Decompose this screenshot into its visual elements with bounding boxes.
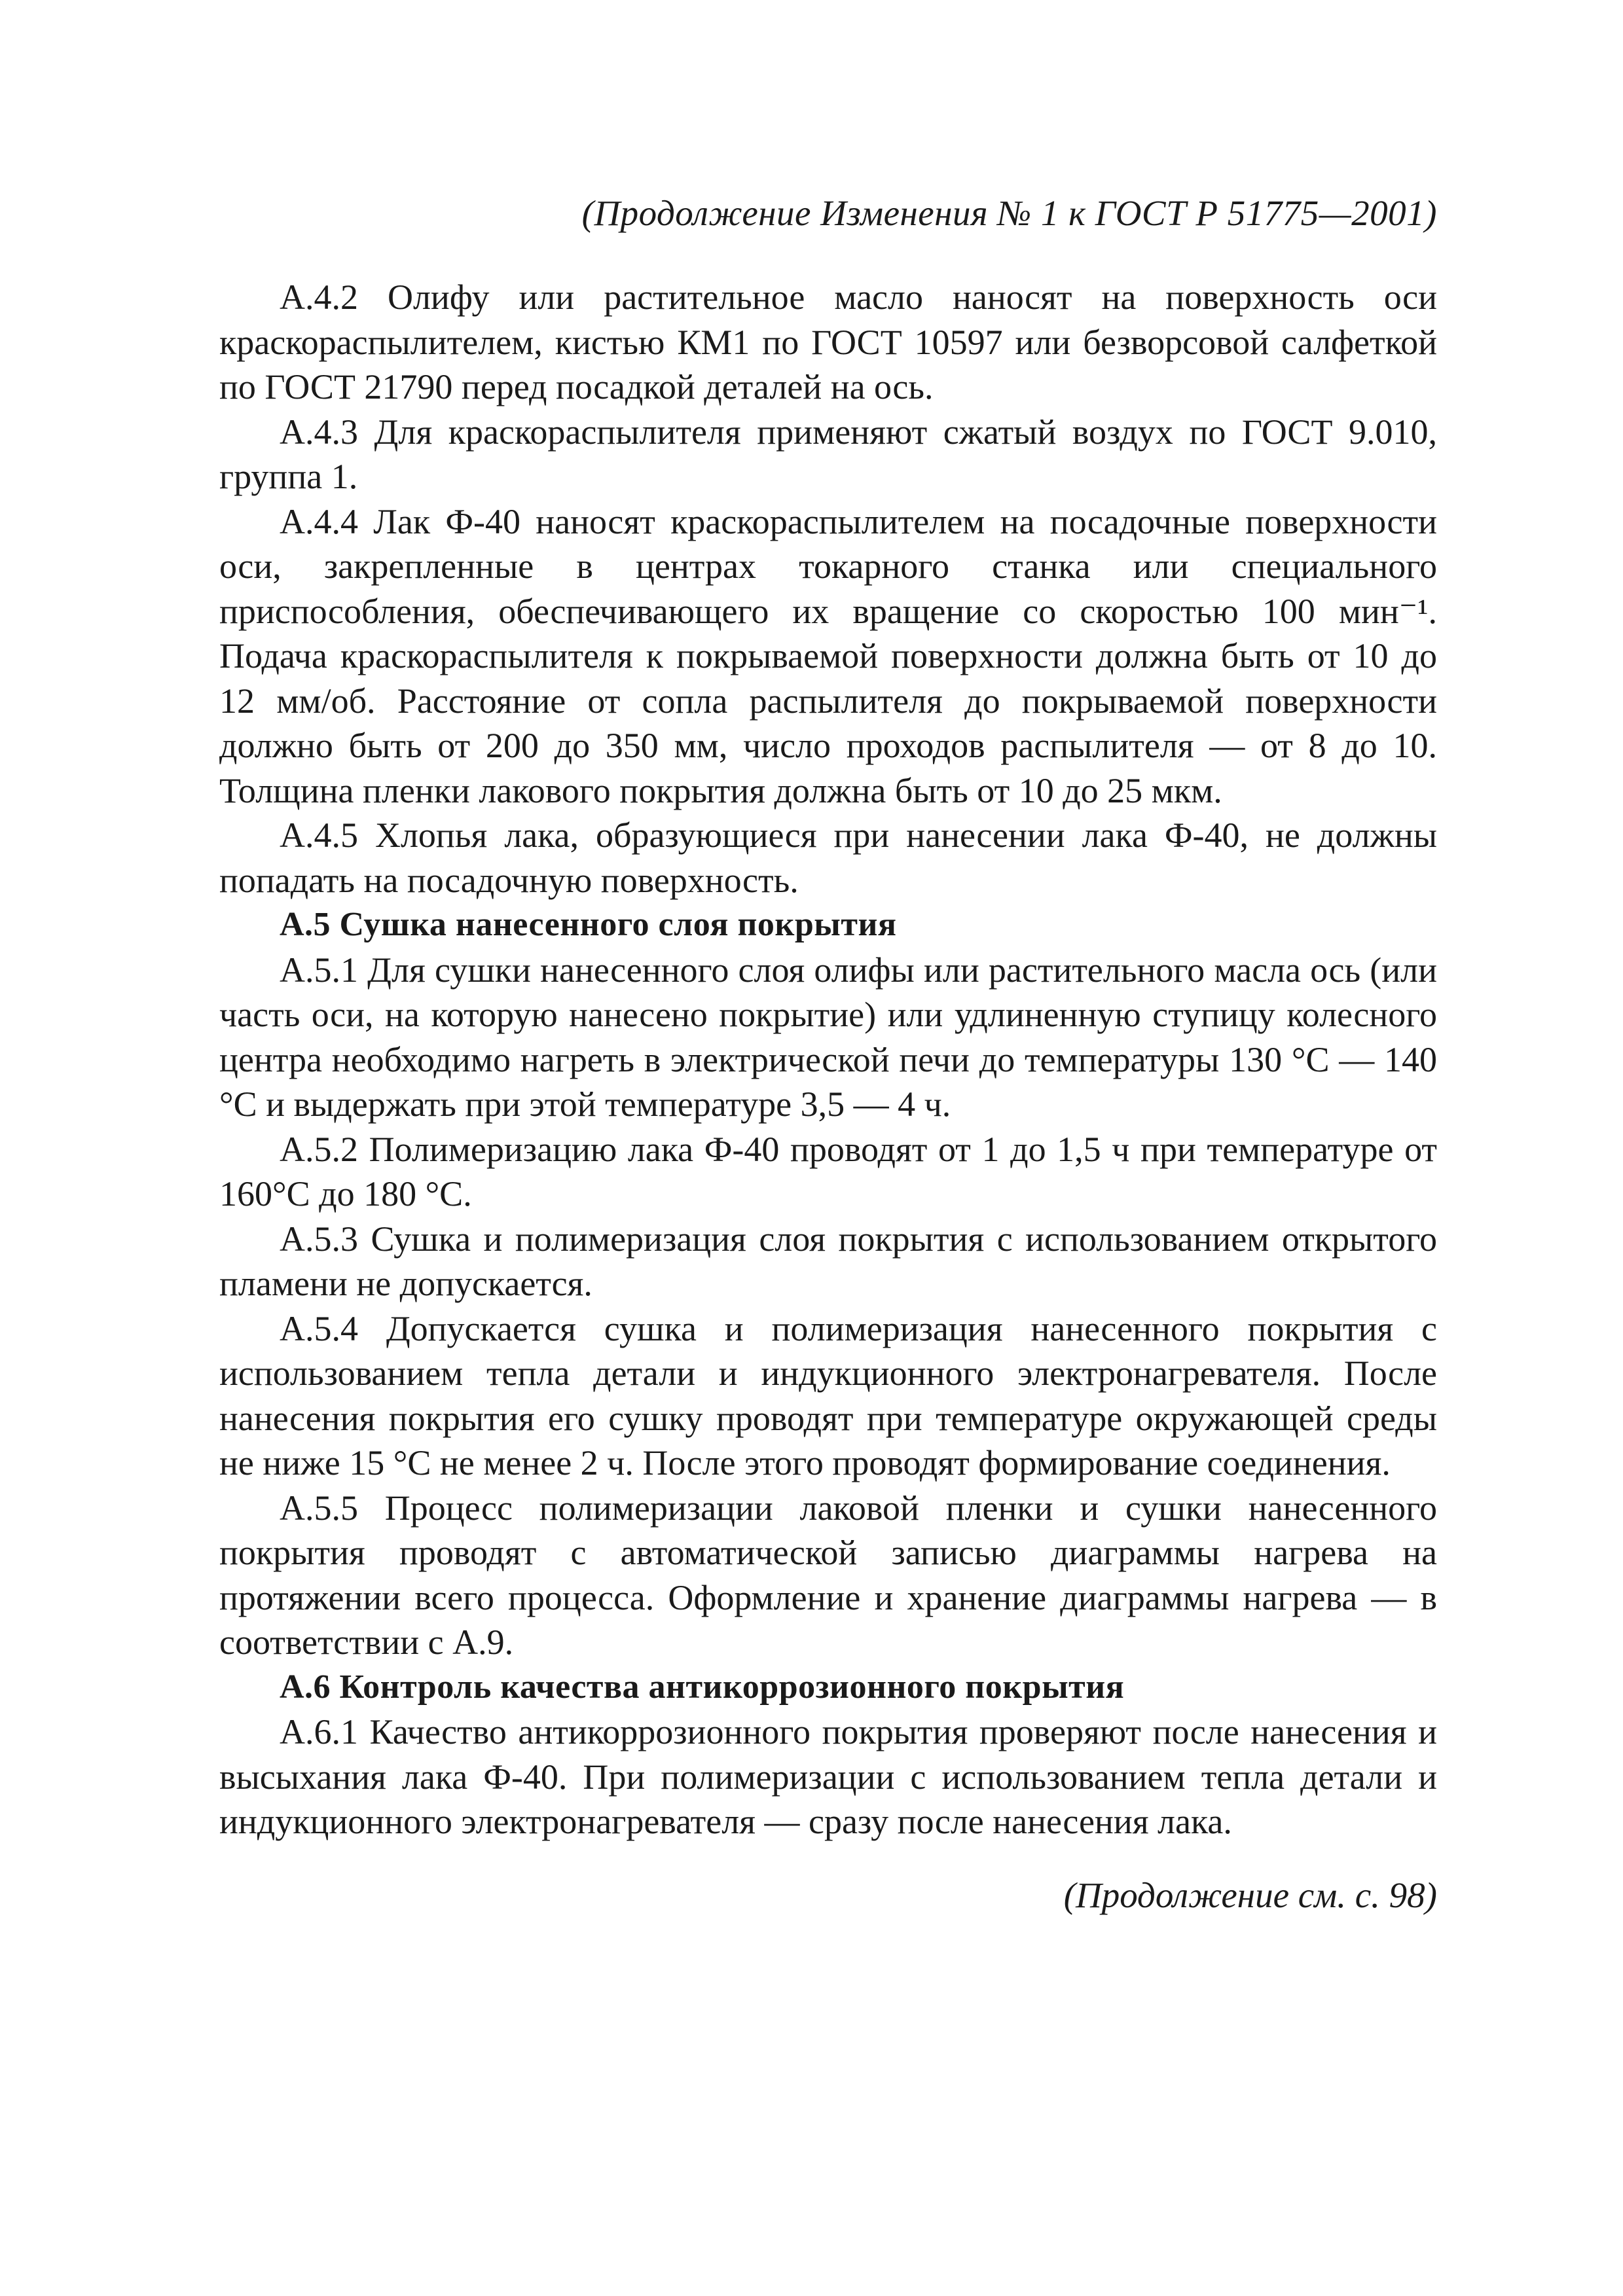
paragraph-a-5-1: А.5.1 Для сушки нанесенного слоя олифы или растительного масла ось (или часть оси, на которую нанесено покрытие) или удлиненную ступицу колесного центра необходимо нагреть в электрической печи до температуры 130 °С — 140 °С и выдержать при этой температуре 3,5 — 4 ч. [219, 950, 1437, 1124]
paragraph-a-4-4: А.4.4 Лак Ф-40 наносят краскораспылителем на посадочные поверхности оси, закрепленные в центрах токарного станка или специального приспособления, обеспечивающего их вращение со скоростью 100 мин⁻¹. Подача краскораспылителя к покрываемой поверхности должна быть от 10 до 12 мм/об. Расстояние от сопла распылителя до покрываемой поверхности должно быть от 200 до 350 мм, число проходов распылителя — от 8 до 10. Толщина пленки лакового покрытия должна быть от 10 до 25 мкм. [219, 501, 1437, 810]
paragraph-a-5-3: А.5.3 Сушка и полимеризация слоя покрытия с использованием открытого пламени не допускается. [219, 1219, 1437, 1303]
paragraph-a-4-5: А.4.5 Хлопья лака, образующиеся при нанесении лака Ф-40, не должны попадать на посадочную поверхность. [219, 816, 1437, 900]
paragraph-a-4-3: А.4.3 Для краскораспылителя применяют сжатый воздух по ГОСТ 9.010, группа 1. [219, 412, 1437, 496]
section-heading-a-6: А.6 Контроль качества антикоррозионного покрытия [280, 1668, 1125, 1706]
document-page [219, 190, 1437, 1919]
paragraph-a-4-2: А.4.2 Олифу или растительное масло наносят на поверхность оси краскораспылителем, кистью КМ1 по ГОСТ 10597 или безворсовой салфеткой по ГОСТ 21790 перед посадкой деталей на ось. [219, 278, 1437, 406]
page-header: (Продолжение Изменения № 1 к ГОСТ Р 51775—2001) [581, 193, 1437, 233]
document-body [219, 275, 1437, 1844]
paragraph-a-5-4: А.5.4 Допускается сушка и полимеризация нанесенного покрытия с использованием тепла детали и индукционного электронагревателя. После нанесения покрытия его сушку проводят при температуре окружающей среды не ниже 15 °С не менее 2 ч. После этого проводят формирование соединения. [219, 1308, 1437, 1482]
page-footer-continuation: (Продолжение см. с. 98) [1063, 1874, 1437, 1915]
paragraph-a-5-2: А.5.2 Полимеризацию лака Ф-40 проводят от 1 до 1,5 ч при температуре от 160°С до 180 °С. [219, 1129, 1437, 1213]
paragraph-a-5-5: А.5.5 Процесс полимеризации лаковой пленки и сушки нанесенного покрытия проводят с автоматической записью диаграммы нагрева на протяжении всего процесса. Оформление и хранение диаграммы нагрева — в соответствии с А.9. [219, 1488, 1437, 1662]
section-heading-a-5: А.5 Сушка нанесенного слоя покрытия [280, 906, 897, 943]
paragraph-a-6-1: А.6.1 Качество антикоррозионного покрытия проверяют после нанесения и высыхания лака Ф-40. При полимеризации с использованием тепла детали и индукционного электронагревателя — сразу после нанесения лака. [219, 1712, 1437, 1841]
